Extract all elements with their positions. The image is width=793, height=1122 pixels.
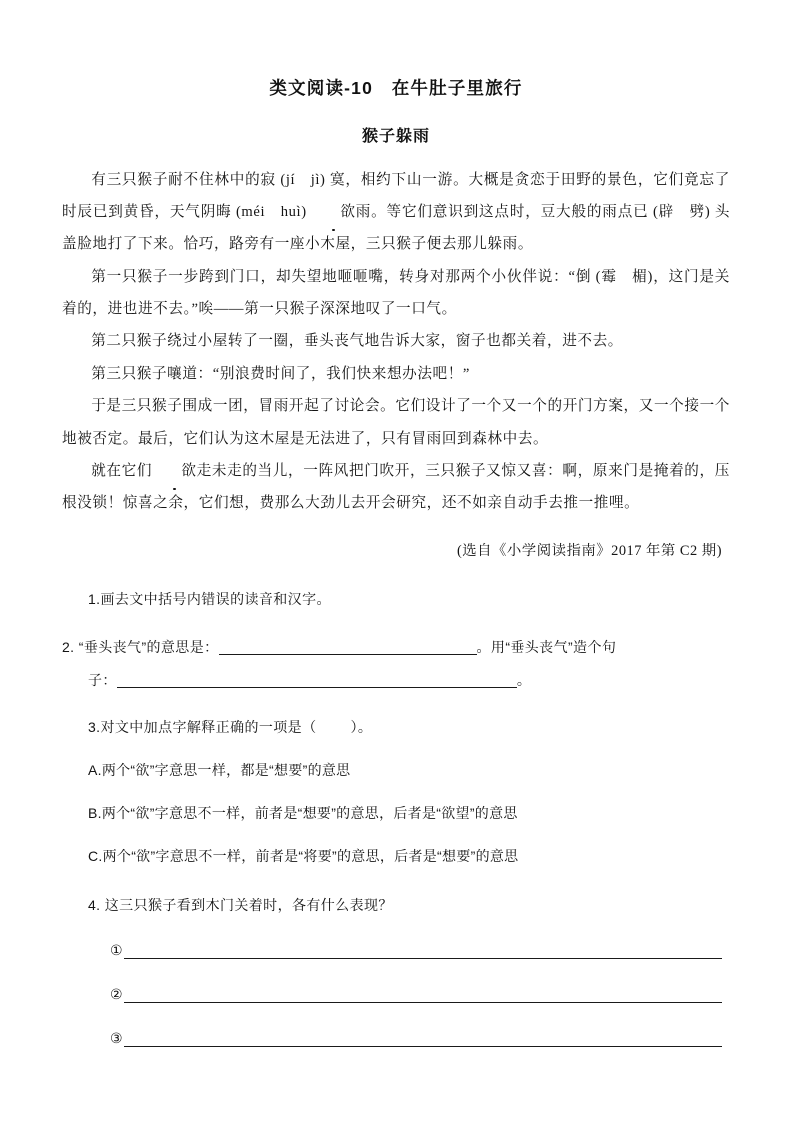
question-4-answer-2[interactable] bbox=[62, 987, 730, 1003]
question-3 bbox=[62, 718, 730, 737]
question-4 bbox=[62, 896, 730, 915]
passage-text: 走未走的当儿，一阵风把门吹开，三只猴子又惊又喜：啊，原来门是掩着的，压根没锁！惊喜之余，它们想，费那么大劲儿去开会研究，还不如亲自动手去推一推哩。 bbox=[62, 463, 730, 512]
question-2-lead: “垂头丧气”的意思是： bbox=[78, 638, 219, 655]
passage-text: 雨。等它们意识到这点时，豆大般的雨点已 (辟 劈) 头盖脸地打了下来。恰巧，路旁有一座小木屋，三只猴子便去那儿躲雨。 bbox=[62, 203, 731, 253]
question-1-number: 1. bbox=[88, 590, 101, 607]
passage-source: (选自《小学阅读指南》2017 年第 C2 期) bbox=[456, 542, 722, 559]
passage-paragraph-6 bbox=[62, 455, 730, 520]
option-b-label: B. bbox=[88, 805, 102, 822]
passage-text: 就在它们 bbox=[91, 463, 153, 480]
passage-paragraph-1 bbox=[62, 164, 730, 261]
question-2 bbox=[62, 631, 730, 697]
passage-text: 第三只猴子嚷道：“别浪费时间了，我们快来想办法吧！” bbox=[91, 365, 470, 382]
question-4-answer-1[interactable] bbox=[62, 943, 730, 959]
question-1-text: 画去文中括号内错误的读音和汉字。 bbox=[100, 590, 331, 607]
question-3-option-c[interactable] bbox=[62, 847, 730, 866]
question-4-number: 4. bbox=[88, 897, 101, 913]
passage-paragraph-3 bbox=[62, 325, 730, 357]
passage-text: 有三只猴子耐不住林中的寂 (jí jì) 寞，相约下山一游。大概是贪恋于田野的景色，它们竟忘了时辰已到黄昏，天气阴晦 (méi huì) bbox=[62, 171, 730, 220]
option-c-label: C. bbox=[88, 848, 103, 865]
question-2-blank-2[interactable] bbox=[117, 687, 517, 688]
passage-text: 于是三只猴子围成一团，冒雨开起了讨论会。它们设计了一个又一个的开门方案，又一个接一个地被否定。最后，它们认为这木屋是无法进了，只有冒雨回到森林中去。 bbox=[62, 398, 730, 447]
question-3-option-b[interactable] bbox=[62, 804, 730, 823]
answer-blank-1[interactable] bbox=[124, 957, 722, 959]
option-c-text: 两个“欲”字意思不一样，前者是“将要”的意思，后者是“想要”的意思 bbox=[102, 848, 519, 865]
passage-paragraph-2 bbox=[62, 261, 730, 326]
dotted-char-yu-1: 欲 bbox=[311, 196, 355, 228]
question-3-number: 3. bbox=[88, 719, 101, 736]
question-3-text: 对文中加点字解释正确的一项是（ bbox=[100, 719, 317, 736]
question-4-text: 这三只猴子看到木门关着时，各有什么表现？ bbox=[104, 897, 393, 913]
answer-blank-2[interactable] bbox=[124, 1001, 722, 1003]
questions-section bbox=[62, 590, 730, 1047]
passage-title: 猴子躲雨 bbox=[361, 127, 430, 145]
question-2-cont-end: 。 bbox=[516, 671, 532, 688]
page-content bbox=[62, 62, 730, 1047]
page-title: 类文阅读-10 在牛肚子里旅行 bbox=[269, 78, 523, 98]
answer-blank-3[interactable] bbox=[124, 1045, 722, 1047]
question-1 bbox=[62, 590, 730, 609]
passage-paragraph-5 bbox=[62, 390, 730, 455]
question-4-answer-3[interactable] bbox=[62, 1031, 730, 1047]
reading-passage bbox=[62, 164, 730, 568]
option-a-label: A. bbox=[88, 762, 102, 779]
question-2-cont-label: 子： bbox=[88, 671, 117, 688]
option-b-text: 两个“欲”字意思不一样，前者是“想要”的意思，后者是“欲望”的意思 bbox=[101, 805, 518, 822]
question-3-option-a[interactable] bbox=[62, 761, 730, 780]
answer-marker-2: ② bbox=[110, 985, 123, 1002]
answer-marker-3: ③ bbox=[110, 1029, 123, 1046]
passage-text: 第一只猴子一步跨到门口，却失望地咂咂嘴，转身对那两个小伙伴说：“倒 (霉 楣)，这门是关着的，进也进不去。”唉——第一只猴子深深地叹了一口气。 bbox=[62, 268, 730, 318]
question-2-number: 2. bbox=[62, 638, 75, 655]
passage-paragraph-4 bbox=[62, 358, 730, 390]
dotted-char-yu-2: 欲 bbox=[152, 455, 196, 487]
question-3-text-end: ）。 bbox=[350, 719, 373, 736]
answer-marker-1: ① bbox=[110, 941, 123, 958]
question-2-mid: 。用“垂头丧气”造个句 bbox=[476, 638, 617, 655]
question-2-blank-1[interactable] bbox=[219, 654, 477, 655]
option-a-text: 两个“欲”字意思一样，都是“想要”的意思 bbox=[101, 762, 351, 779]
passage-text: 第二只猴子绕过小屋转了一圈，垂头丧气地告诉大家，窗子也都关着，进不去。 bbox=[91, 333, 623, 350]
